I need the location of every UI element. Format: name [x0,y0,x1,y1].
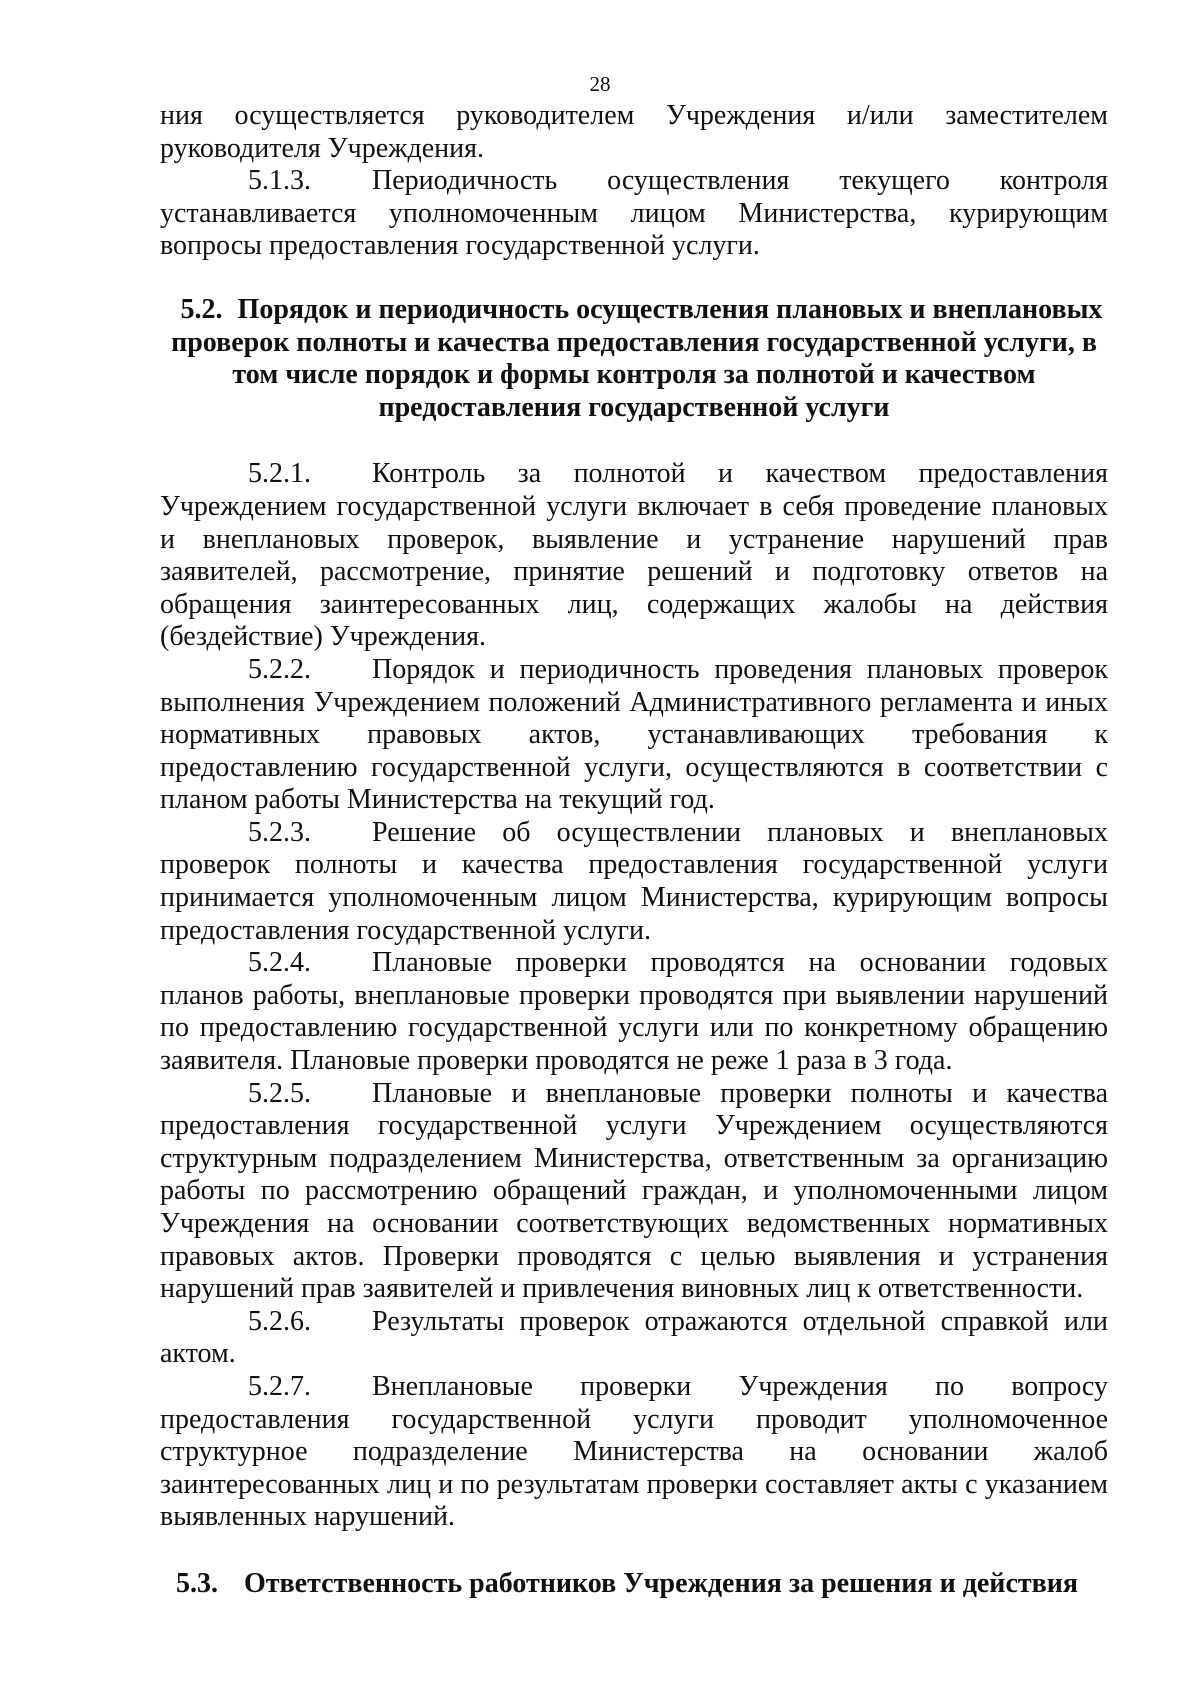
paragraph-5-2-2 [160,654,1108,817]
clause-number: 5.2.7. [248,1370,311,1402]
paragraph-5-2-5 [160,1078,1108,1306]
paragraph-continuation [160,100,1108,165]
clause-number: 5.2.5. [248,1077,311,1109]
paragraph-5-2-6 [160,1306,1108,1371]
paragraph-5-2-1 [160,458,1108,654]
clause-number: 5.2.6. [248,1305,311,1337]
paragraph-5-2-4 [160,947,1108,1077]
paragraph-text: ния осуществляется руководителем Учреждения и/или заместителем руководителя Учреждения. [160,100,1108,164]
paragraph-text: Внеплановые проверки Учреждения по вопросу предоставления государственной услуги проводит уполномоченное структурное подразделение Министерства на основании жалоб заинтересованных лиц и по результатам проверки составляет акты с указанием выявленных нарушений. [160,1370,1108,1533]
paragraph-text: Плановые проверки проводятся на основании годовых планов работы, внеплановые проверки проводятся при выявлении нарушений по предоставлению государственной услуги или по конкретному обращению заявителя. Плановые проверки проводятся не реже 1 раза в 3 года. [160,947,1108,1077]
section-number: 5.2. [180,293,223,325]
clause-number: 5.1.3. [248,165,311,197]
paragraph-text: Периодичность осуществления текущего контроля устанавливается уполномоченным лицом Министерства, курирующим вопросы предоставления государственной услуги. [160,165,1108,262]
clause-number: 5.2.4. [248,947,311,979]
clause-number: 5.2.1. [248,458,311,490]
paragraph-text: Решение об осуществлении плановых и внеплановых проверок полноты и качества предоставления государственной услуги принимается уполномоченным лицом Министерства, курирующим вопросы предоставления государственной услуги. [160,816,1108,946]
page-number: 28 [589,72,611,96]
section-heading-5-3 [160,1568,1108,1601]
paragraph-text: Результаты проверок отражаются отдельной справкой или актом. [160,1305,1108,1370]
section-number: 5.3. [176,1567,218,1599]
section-heading-5-2 [160,294,1108,424]
paragraph-5-2-7 [160,1371,1108,1534]
clause-number: 5.2.2. [248,653,311,685]
paragraph-5-2-3 [160,817,1108,947]
paragraph-text: Порядок и периодичность проведения плановых проверок выполнения Учреждением положений Административного регламента и иных нормативных правовых актов, устанавливающих требования к предоставлению государственной услуги, осуществляются в соответствии с планом работы Министерства на текущий год. [160,653,1108,816]
paragraph-text: Плановые и внеплановые проверки полноты и качества предоставления государственной услуги Учреждением осуществляются структурным подразделением Министерства, ответственным за организацию работы по рассмотрению обращений граждан, и уполномоченными лицом Учреждения на основании соответствующих ведомственных нормативных правовых актов. Проверки проводятся с целью выявления и устранения нарушений прав заявителей и привлечения виновных лиц к ответственности. [160,1077,1108,1305]
paragraph-text: Контроль за полнотой и качеством предоставления Учреждением государственной услуги включает в себя проведение плановых и внеплановых проверок, выявление и устранение нарушений прав заявителей, рассмотрение, принятие решений и подготовку ответов на обращения заинтересованных лиц, содержащих жалобы на действия (бездействие) Учреждения. [160,458,1108,653]
clause-number: 5.2.3. [248,816,311,848]
document-body [160,100,1108,1601]
section-title: Порядок и периодичность осуществления плановых и внеплановых проверок полноты и качества предоставления государственной услуги, в том числе порядок и формы контроля за полнотой и качеством предоставления государственной услуги [171,293,1103,423]
section-title: Ответственность работников Учреждения за решения и действия [244,1567,1079,1599]
paragraph-5-1-3 [160,165,1108,263]
